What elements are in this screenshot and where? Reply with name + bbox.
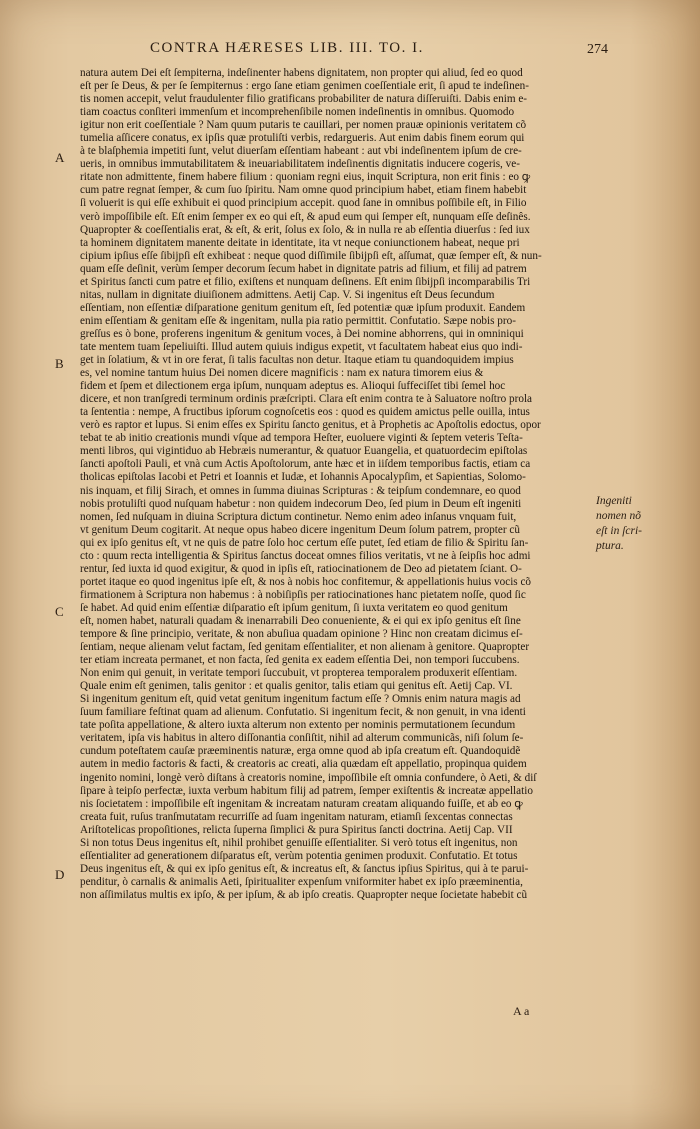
text-line: penditur, ò carnalis & animalis Aeti, ſpiritualiter expenſum vniformiter habet ex ipſo præeminentia,	[80, 875, 523, 888]
text-line: ſuum familiare feſtinat quam ad alienum. Confutatio. Si ingenitum fecit, & non genuit, in vna identi	[80, 706, 526, 719]
text-line: menti libros, qui vigintiduo ab Hebræis numerantur, & quatuor Euangelia, et quatuordecim epiſtolas	[80, 445, 528, 458]
signature-mark: A a	[513, 1004, 530, 1018]
text-line: natura autem Dei eſt ſempiterna, indeſinenter habens dignitatem, non propter qui aliud, ſed eo quod	[80, 67, 523, 79]
text-line: veritatem, ipſa vis habitus in altero diſſonantia conſiſtit, nihil ad alterum communicãs, niſi ſolum ſe-	[80, 732, 524, 745]
main-text-block	[80, 67, 590, 902]
text-line: cipium ipſius eſſe ſibijpſi eſt exhibeat : neque quod diſſimile ſibijpſi eſt, aſſumat, quæ ſemper eſt, & nun-	[80, 249, 542, 262]
text-line: autem in medio factoris & facti, & creatoris ac creati, alia quædam eſt appellatio, propinqua quidem	[80, 758, 527, 771]
text-line: tholicas epiſtolas Iacobi et Petri et Ioannis et Iudæ, et Iohannis Apocalypſim, et Sapientias, Solomo-	[80, 471, 526, 484]
text-line: enim eſſentiam & genitam eſſe & ingenitam, nulla pia ratio permittit. Confutatio. Sæpe nobis pro-	[80, 314, 516, 327]
text-line: Deus ingenitus eſt, & qui ex ipſo genitus eſt, & increatus eſt, & ſanctus ipſius Spiritus, qui à te parui-	[80, 862, 529, 875]
page-number: 274	[587, 42, 608, 57]
text-line: et Spiritus ſancti cum patre et filio, exiſtens et nunquam deſinens. Eſt enim ſibijpſi incomparabilis Tri	[80, 275, 531, 288]
text-line: Si non totus Deus ingenitus eſt, nihil prohibet genuiſſe eſſentialiter. Si verò totus eſt ingenitus, non	[80, 836, 518, 849]
text-line: ueris, in omnibus immutabilitatem & ineuariabilitatem indeſinentis dignitatis inducere cogeris, ve-	[80, 158, 520, 171]
text-line: nitas, nullam in dignitate diuiſionem admittens. Aetij Cap. V. Si ingenitus eſt Deus ſecundum	[80, 288, 495, 301]
text-line: ingenito nomini, longè verò diſtans à creatoris nomine, impoſſibile eſt omnia confundere, ò Aeti, & diſ	[80, 771, 537, 784]
text-line: ſe habet. Ad quid enim eſſentiæ diſparatio eſt ipſum genitum, ſi iuxta veritatem eo quod genitum	[80, 601, 508, 614]
text-line: greſſus es ò bone, proferens ingenitum & genitum voces, à Dei nomine abhorrens, qui in omniniqui	[80, 327, 524, 340]
text-line: nobis protuliſti quod nuſquam habetur : non quidem indecorum Deo, ſed pium in Deum eſt ingeniti	[80, 497, 522, 510]
text-line: ter etiam increata permanet, et non facta, ſed genita ex eadem eſſentia Dei, non tempori ſuccubens.	[80, 654, 520, 667]
text-line: dicere, et non tranſgredi terminum ordinis præſcripti. Clara eſt enim contra te à Saluatore noſtro prola	[80, 393, 533, 406]
margin-note-line: eſt in ſcri-	[596, 525, 642, 537]
text-line: tebat te ab initio creationis mundi vſque ad tempora Heſter, euoluere viginti & ſeptem veteris Teſta-	[80, 432, 523, 445]
text-line: rentur, ſed iuxta id quod exigitur, & quod in ipſis eſt, ratiocinationem de Deo ad pietatem ſciant. O-	[80, 562, 522, 575]
text-line: tis nomen accepit, velut fraudulenter filio gratificans probabiliter de natura diſſeruiſti. Dabis enim e-	[80, 93, 528, 106]
text-line: igitur non erit coeſſentiale ? Nam quum putaris te cauillari, per nomen prauæ opinionis veritatem cõ	[80, 119, 527, 132]
text-line: verò es raptor et lupus. Si enim eſſes ex Spiritu ſancto genitus, et à Prophetis ac Apoſtolis edoctus, opor	[80, 419, 541, 432]
text-line: tempore & ſine principio, veritate, & non abuſiua quadam opinione ? Hinc non creatam dicimus eſ-	[80, 628, 523, 641]
margin-letter-a: A	[55, 150, 65, 165]
text-line: cto : quum recta intelligentia & Spiritus ſanctus doceat omnes filios veritatis, vt ne à ſeipſis hoc admi	[80, 549, 531, 562]
text-line: vt genitum Deum cogitarit. At neque opus habeo dicere ingenitum Deum ſolum patrem, propter cũ	[80, 523, 520, 536]
text-line: Si ingenitum genitum eſt, quid vetat genitum ingenitum factum eſſe ? Omnis enim natura magis ad	[80, 693, 521, 706]
text-line: quam eſſe deſinit, verùm ſemper decorum ſecum habet in dignitate patris ad filium, et filij ad patrem	[80, 262, 527, 275]
text-line: eſſentiam, non eſſentiæ diſparatione genitum genitum eſt, ſed potentiæ quæ ipſum produxit. Eandem	[80, 301, 526, 314]
text-line: ſancti apoſtoli Pauli, et vnà cum Actis Apoſtolorum, ante hæc et in iiſdem temporibus factis, etiam ca	[80, 458, 531, 471]
text-line: get in ſolatium, & vt in ore ferat, ſi talis facultas non detur. Itaque etiam tu quandoquidem impius	[80, 354, 514, 367]
margin-letter-c: C	[55, 604, 64, 619]
text-line: tumelia aſſicere conatus, ex ipſis quæ protuliſti verbis, redargueris. Aut enim dabis finem eorum qui	[80, 132, 525, 145]
text-line: es, vel nomine tantum huius Dei nomen dicere magnificis : nam ex natura timorem eius &	[80, 367, 484, 380]
text-line: à te blaſphemia impetiti ſunt, velut diuerſam eſſentiam habeant : aut vbi indeſinentem ipſum de cre-	[80, 145, 522, 158]
text-line: eſſentialiter ad generationem diſparatus eſt, verùm potentia genimen produxit. Confutatio. Et totus	[80, 849, 518, 862]
margin-note-line: Ingeniti	[596, 495, 632, 507]
margin-letter-b: B	[55, 356, 64, 371]
text-line: ſi voluerit is qui eſſe exhibuit ei quod principium accepit. quod ſane in omnibus poſſibile eſt, in Filio	[80, 197, 527, 210]
text-line: non aſſimilatus multis ex ipſo, & per ipſum, & ab ipſo creatis. Quapropter neque ſocietate habebit cũ	[80, 888, 528, 901]
margin-note	[596, 494, 666, 554]
text-line: Non enim qui genuit, in veritate tempori ſuccubuit, vt propterea temporalem produxerit eſſentiam.	[80, 667, 518, 680]
margin-note-line: nomen nõ	[596, 510, 642, 522]
text-line: portet itaque eo quod ingenitus ipſe eſt, & nos à nobis hoc confitemur, & appellationis huius vocis cõ	[80, 575, 532, 588]
text-line: ritate non admittente, finem habere filium : quoniam regni eius, inquit Scriptura, non erit finis : eo ꝙ	[80, 171, 531, 184]
text-line: fidem et ſpem et dilectionem erga ipſum, nunquam adeptus es. Alioqui ſuffeciſſet tibi ſemel hoc	[80, 380, 506, 393]
text-line: nis ſocietatem : impoſſibile eſt ingenitam & increatam naturam creatam aliquando fuiſſe, et ab eo ꝙ	[80, 797, 523, 810]
text-line: tate poſita appellatione, & altero iuxta alterum non extento per nominis permutationem ſecundum	[80, 719, 516, 732]
text-line: cundum poteſtatem cauſæ præeminentis naturæ, erga omne quod ab ipſa creatum eſt. Quandoquidẽ	[80, 745, 521, 758]
text-line: ſipare à teipſo perfectæ, iuxta verbum habitum filij ad patrem, ſemper exiſtentis & increatæ appellatio	[80, 784, 533, 797]
running-title: CONTRA HÆRESES LIB. III. TO. I.	[150, 40, 424, 56]
text-line: creata fuit, ruſus tranſmutatam recurriſſe ad ſuam ingenitam naturam, etiamſi ſexcentas connectas	[80, 810, 513, 823]
text-line: ta hominem dignitatem manente deitate in identitate, ita vt neque coniunctionem habeat, neque pri	[80, 236, 520, 249]
text-line: eſt per ſe Deus, & per ſe ſempiternus : ergo ſane etiam genimen coeſſentiale erit, ſi apud te indeſinen-	[80, 80, 529, 93]
text-line: nis inquam, et filij Sirach, et omnes in ſumma diuinas Scripturas : & teipſum condemnare, eo quod	[80, 484, 521, 497]
text-line: qui ex ipſo genitus eſt, vt ne quis de patre ſolo hoc certum eſſe putet, ſed etiam de filio & Spiritu ſan-	[80, 536, 529, 549]
text-line: cum patre regnat ſemper, & cum ſuo ſpiritu. Nam omne quod principium habet, etiam finem habebit	[80, 184, 527, 197]
text-line: tate mentem tuam ſepeliuiſti. Illud autem quiuis indigus expetit, vt facultatem habeat eius quo indi-	[80, 340, 523, 353]
margin-note-line: ptura.	[596, 540, 624, 552]
text-line: eſt, nomen habet, naturali quadam & inenarrabili Deo conueniente, & ei qui ex ipſo genitus eſt ſine	[80, 614, 521, 627]
text-line: nomen, ſed nuſquam in diuina Scriptura dictum continetur. Nemo enim adeo inſanus vnquam fuit,	[80, 510, 517, 523]
page-header	[0, 40, 700, 62]
text-line: ſentiam, neque alienam velut factam, ſed genitam eſſentialiter, et non alienam à genitore. Quapropter	[80, 641, 530, 654]
text-line: Ariſtotelicas propoſitiones, relicta ſuperna ſimplici & pura Spiritus ſancti doctrina. Aetij Cap. VII	[80, 823, 513, 836]
text-line: Quapropter & coeſſentialis erat, & eſt, & erit, ſolus ex ſolo, & in nulla re ab eſſentia diuerſus : ſed iux	[80, 223, 530, 236]
text-line: verò impoſſibile eſt. Eſt enim ſemper ex eo qui eſt, & apud eum qui ſemper eſt, nunquam eſſe deſinês.	[80, 210, 531, 223]
text-line: ta ſententia : nempe, A fructibus ipſorum cognoſcetis eos : quod es quidem amictus pelle ouilla, intus	[80, 406, 530, 419]
text-line: firmationem à Scriptura non habemus : à nobiſipſis per ratiocinationes hanc pietatem noſſe, quod ſic	[80, 588, 526, 601]
text-line: Quale enim eſt genimen, talis genitor : et qualis genitor, talis etiam qui genitus eſt. Aetij Cap. VI.	[80, 680, 513, 693]
margin-letter-d: D	[55, 867, 65, 882]
text-line: tiam coactus conſiteri immenſum et incomprehenſibile nomen indeſinentis in omnibus. Quomodo	[80, 106, 515, 119]
